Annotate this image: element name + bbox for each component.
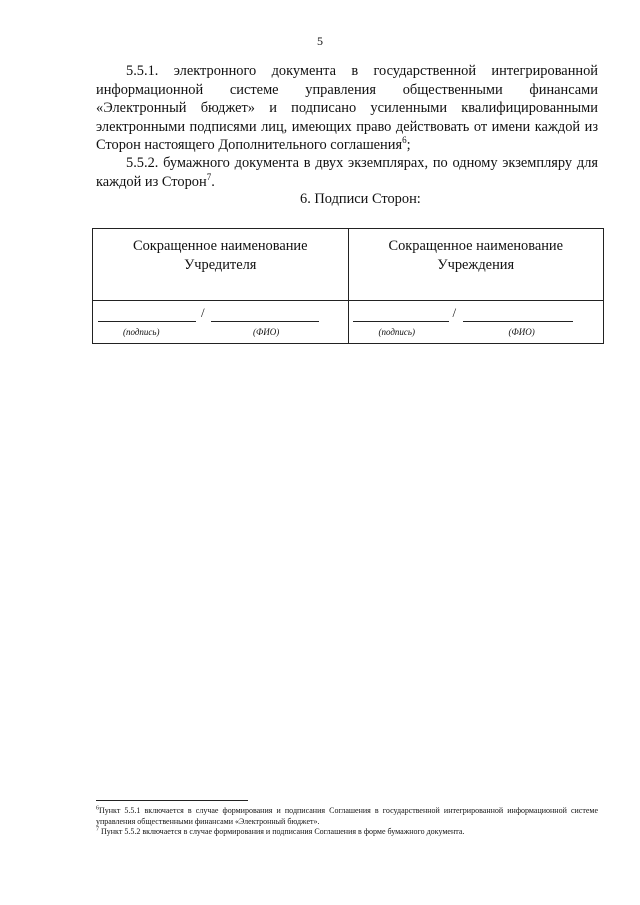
founder-sign-caption: (подпись) (123, 327, 160, 337)
clause-5-5-1-text: 5.5.1. электронного документа в государственной интегрированной информационной системе управления общественными финансами «Электронный бюджет» и подписано усиленными квалифицированными электронными подписями лиц, имеющих право действовать от имени каждой из Сторон настоящего Дополнительного соглашения (96, 63, 598, 153)
institution-signature-line[interactable] (353, 307, 449, 322)
institution-heading (349, 237, 604, 275)
founder-slash: / (201, 305, 205, 320)
signature-table (92, 228, 604, 344)
footnote-ref-7[interactable]: 7 (206, 171, 212, 182)
institution-heading-line1: Сокращенное наименование (388, 238, 564, 254)
section-title: 6. Подписи Сторон: (300, 191, 421, 207)
signature-cell-institution (348, 229, 604, 343)
founder-name-caption: (ФИО) (253, 327, 280, 337)
footnote-separator (96, 800, 248, 801)
footnote-6-mark: 6 (96, 805, 99, 812)
footnote-7-text: Пункт 5.5.2 включается в случае формирования и подписания Соглашения в форме бумажного документа. (99, 827, 465, 836)
footnote-6-text: Пункт 5.5.1 включается в случае формирования и подписания Соглашения в государственной интегрированной информационной системе управления общественными финансами «Электронный бюджет». (96, 806, 598, 826)
page-number: 5 (317, 34, 323, 48)
institution-slash: / (452, 305, 457, 320)
founder-heading (93, 237, 348, 275)
footnote-6 (96, 806, 598, 827)
institution-name-line[interactable] (463, 307, 573, 322)
clause-5-5-1 (96, 62, 598, 155)
footnote-7-mark: 7 (96, 826, 99, 833)
clause-5-5-2-text: 5.5.2. бумажного документа в двух экземплярах, по одному экземпляру для каждой из Сторон (96, 155, 598, 190)
founder-heading-line2: Учредителя (184, 257, 257, 273)
founder-name-line[interactable] (211, 307, 319, 322)
clause-5-5-1-tail: ; (406, 137, 411, 153)
footnote-7 (96, 827, 598, 838)
cell-divider (93, 300, 348, 301)
institution-heading-line2: Учреждения (437, 257, 515, 273)
cell-divider (349, 300, 604, 301)
clause-5-5-2 (96, 154, 598, 191)
signature-cell-founder (93, 229, 348, 343)
founder-heading-line1: Сокращенное наименование (132, 238, 308, 254)
founder-signature-line[interactable] (98, 307, 196, 322)
institution-sign-caption: (подпись) (378, 327, 416, 337)
footnote-ref-6[interactable]: 6 (402, 135, 407, 146)
clause-5-5-2-tail: . (211, 173, 215, 190)
institution-name-caption: (ФИО) (508, 327, 535, 337)
